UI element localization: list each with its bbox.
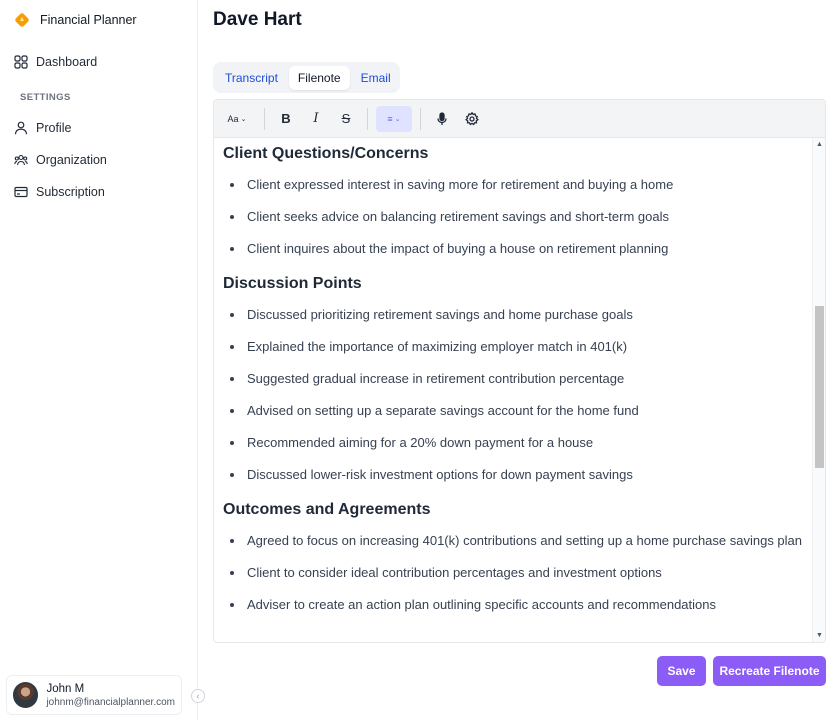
tab-filenote[interactable]: Filenote (289, 66, 350, 90)
scroll-up-icon[interactable]: ▲ (816, 141, 823, 148)
chevron-left-icon: ‹ (196, 691, 200, 701)
toolbar-divider (367, 108, 368, 130)
section-heading: Outcomes and Agreements (223, 501, 431, 518)
page-title: Dave Hart (213, 9, 302, 30)
font-size-dropdown[interactable] (222, 106, 252, 132)
collapse-sidebar-button[interactable] (191, 689, 205, 703)
gear-icon (465, 112, 479, 126)
section-heading: Discussion Points (223, 275, 362, 292)
list-item: Discussed lower-risk investment options for down payment savings (223, 465, 803, 485)
sidebar-item-profile[interactable] (14, 121, 71, 135)
user-email: johnm@financialplanner.com (46, 696, 175, 708)
sidebar-item-subscription[interactable] (14, 185, 105, 199)
list-item: Client expressed interest in saving more for retirement and buying a home (223, 175, 803, 195)
save-button[interactable]: Save (657, 656, 706, 686)
list-item: Explained the importance of maximizing employer match in 401(k) (223, 337, 803, 357)
toolbar-divider (420, 108, 421, 130)
chevron-down-icon: ⌄ (394, 115, 401, 123)
strikethrough-button[interactable]: S (341, 111, 351, 126)
list-item: Adviser to create an action plan outlining specific accounts and recommendations (223, 595, 803, 615)
list-dropdown[interactable] (376, 106, 412, 132)
italic-button[interactable]: I (313, 111, 319, 126)
users-icon (14, 153, 28, 167)
list-item: Suggested gradual increase in retirement contribution percentage (223, 369, 803, 389)
brand[interactable] (14, 12, 137, 28)
user-icon (14, 121, 28, 135)
user-card[interactable] (6, 675, 182, 715)
list-item: Discussed prioritizing retirement savings and home purchase goals (223, 305, 803, 325)
app-name: Financial Planner (40, 13, 137, 27)
tab-bar (213, 62, 400, 93)
microphone-button[interactable] (429, 106, 455, 132)
avatar (13, 682, 38, 708)
credit-card-icon (14, 185, 28, 199)
vertical-scrollbar[interactable] (812, 138, 825, 642)
scroll-down-icon[interactable]: ▼ (816, 632, 823, 639)
bold-button[interactable]: B (281, 111, 291, 126)
sidebar (0, 0, 198, 720)
bullet-list (223, 305, 803, 485)
bullet-list (223, 175, 803, 259)
list-icon: ≡ (387, 113, 393, 124)
sidebar-item-label: Dashboard (36, 55, 98, 69)
font-size-label: Aa (227, 113, 239, 124)
list-item: Recommended aiming for a 20% down payment for a house (223, 433, 803, 453)
scrollbar-thumb[interactable] (815, 306, 824, 468)
tab-email[interactable]: Email (360, 70, 391, 85)
list-item: Client to consider ideal contribution percentages and investment options (223, 563, 803, 583)
filenote-editor[interactable] (213, 99, 826, 643)
settings-button[interactable] (459, 106, 485, 132)
editor-toolbar (214, 100, 825, 138)
list-item: Client inquires about the impact of buying a house on retirement planning (223, 239, 803, 259)
list-item: Client seeks advice on balancing retirement savings and short-term goals (223, 207, 803, 227)
list-item: Advised on setting up a separate savings account for the home fund (223, 401, 803, 421)
tab-transcript[interactable]: Transcript (225, 70, 278, 85)
sidebar-item-label: Profile (36, 121, 72, 135)
sidebar-item-dashboard[interactable] (14, 55, 97, 69)
logo-icon (14, 12, 30, 28)
settings-section-label: SETTINGS (20, 92, 71, 103)
bullet-list (223, 531, 803, 615)
sidebar-item-label: Organization (36, 153, 107, 167)
sidebar-item-label: Subscription (36, 185, 105, 199)
editor-content[interactable] (214, 138, 825, 642)
sidebar-item-organization[interactable] (14, 153, 107, 167)
dashboard-icon (14, 55, 28, 69)
user-name: John M (46, 682, 85, 695)
chevron-down-icon: ⌄ (240, 115, 247, 123)
microphone-icon (435, 112, 449, 126)
recreate-filenote-button[interactable]: Recreate Filenote (713, 656, 826, 686)
toolbar-divider (264, 108, 265, 130)
list-item: Agreed to focus on increasing 401(k) contributions and setting up a home purchase savings plan (223, 531, 803, 551)
section-heading: Client Questions/Concerns (223, 145, 429, 162)
